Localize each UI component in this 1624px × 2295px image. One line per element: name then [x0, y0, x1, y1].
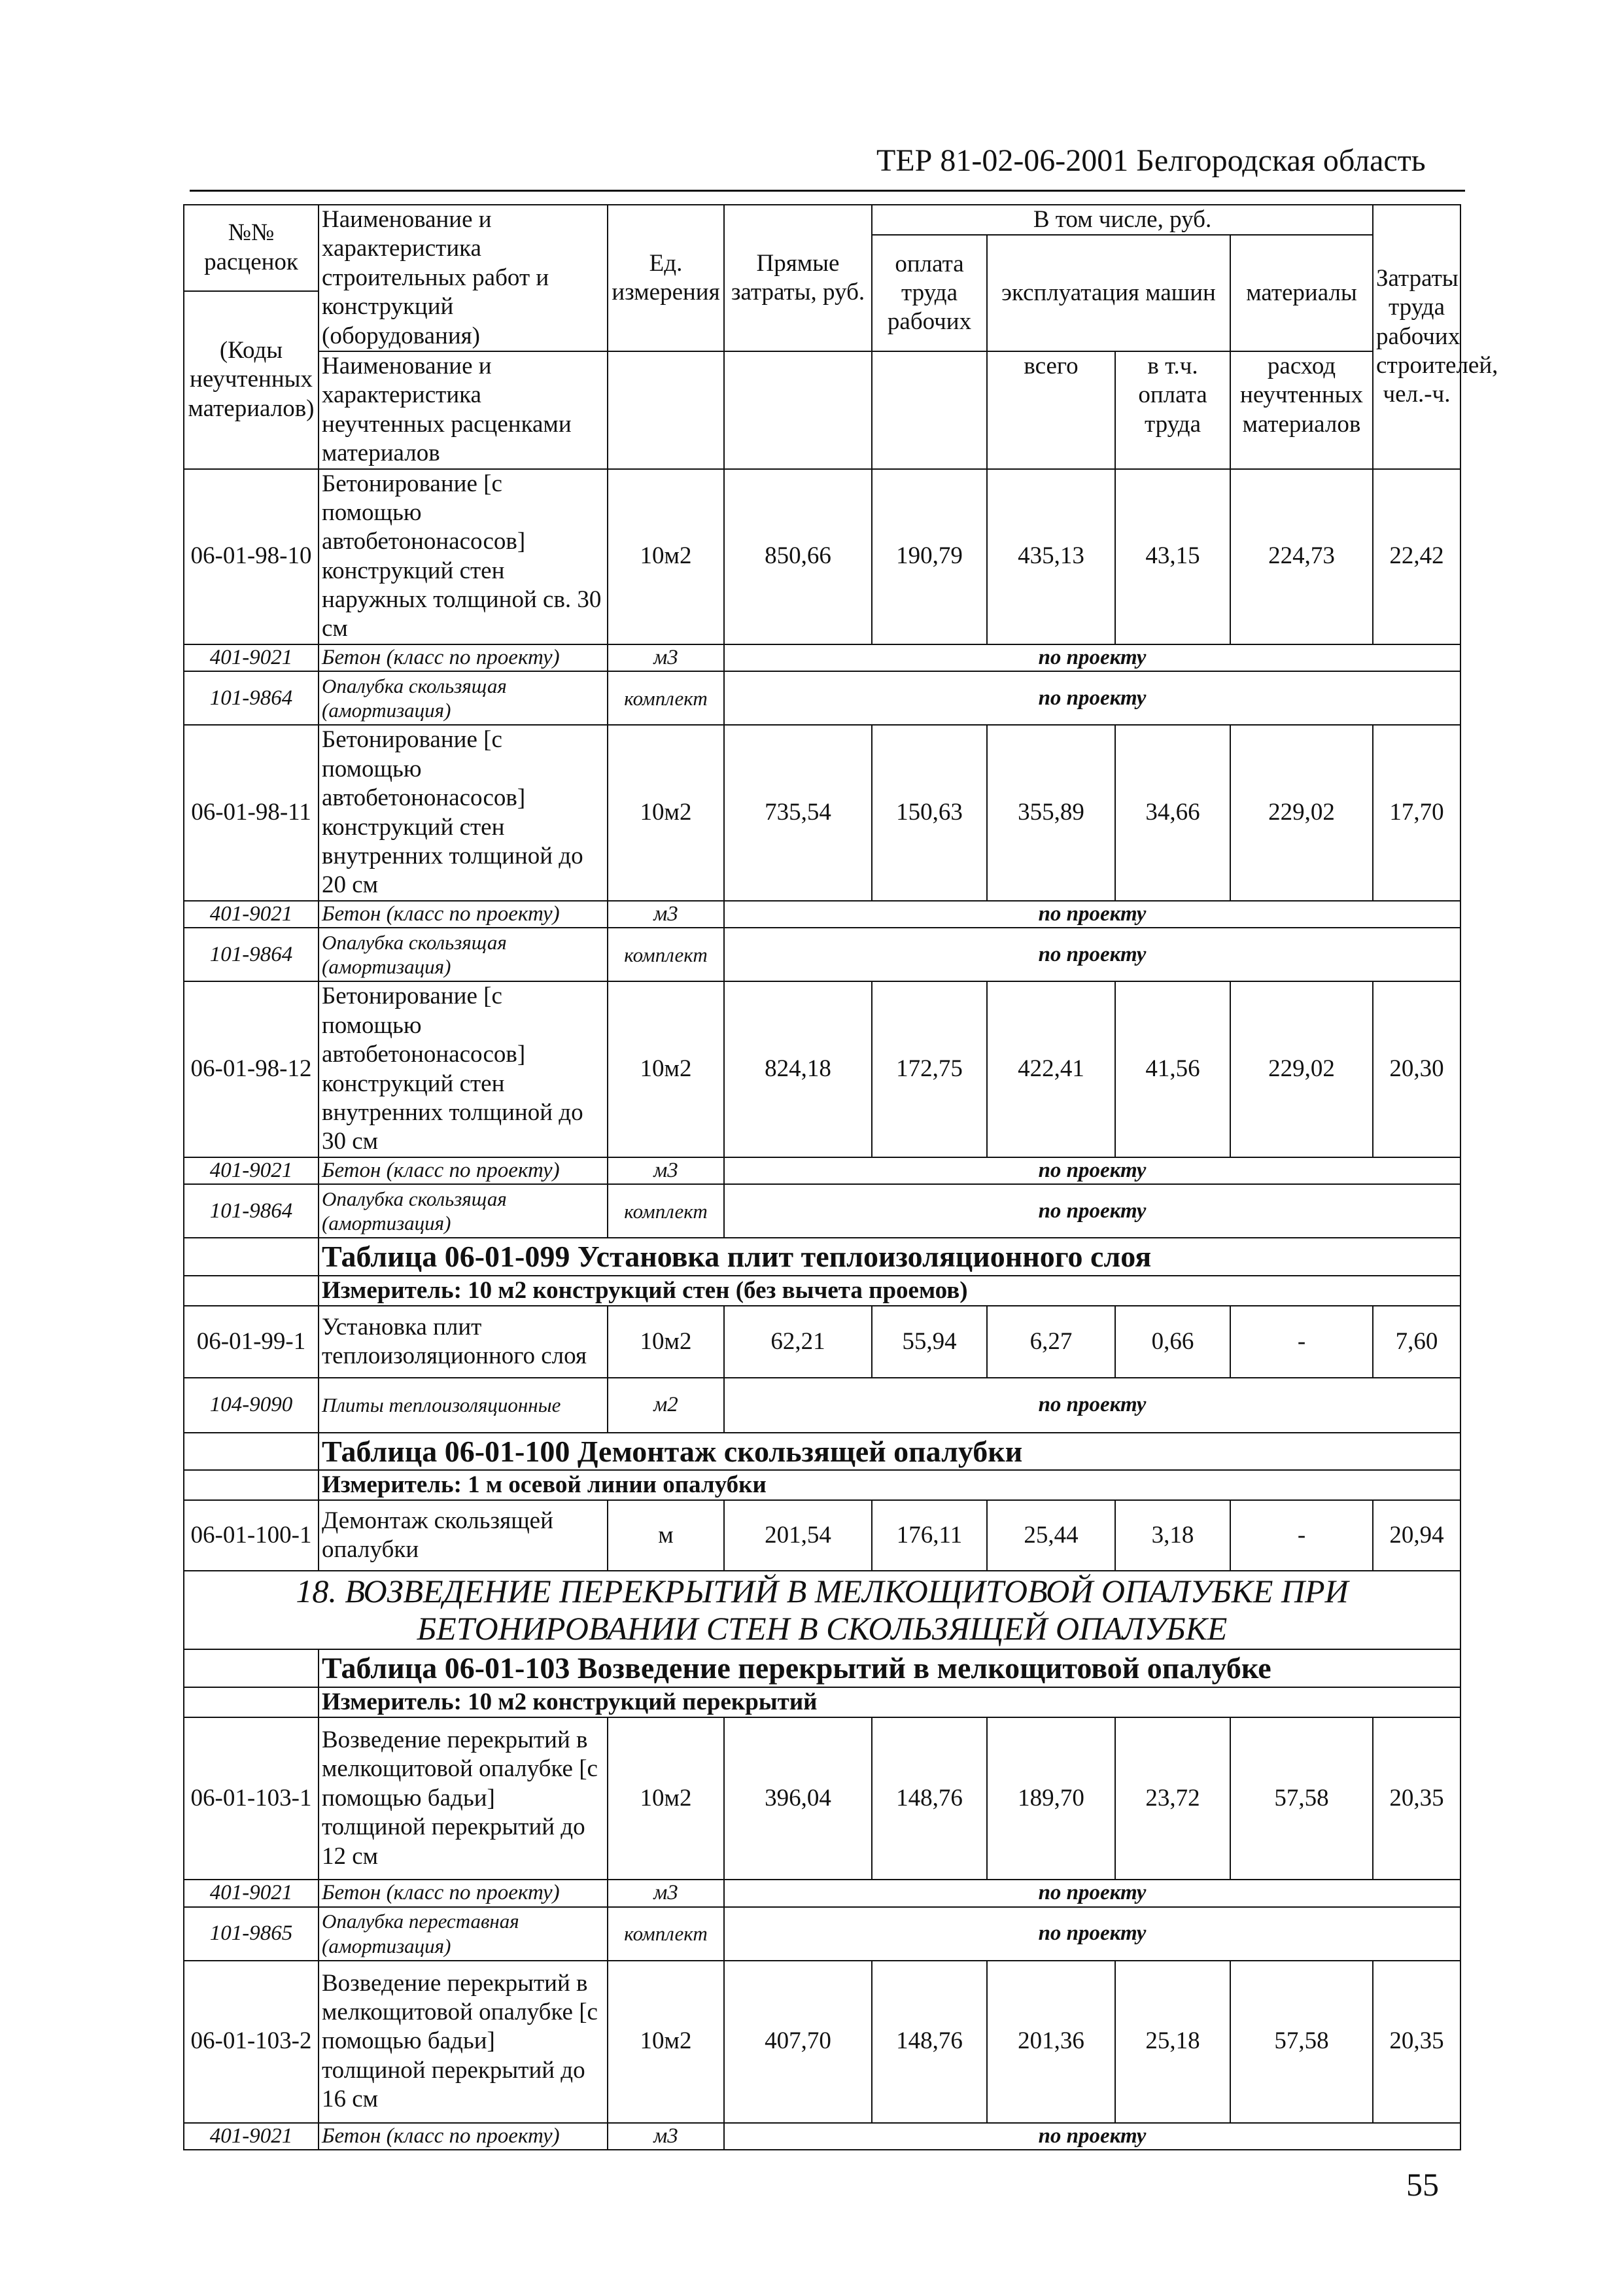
rate-name: Возведение перекрытий в мелкощитовой опалубке [с помощью бадьи] толщиной перекрытий до 12 см: [319, 1717, 608, 1880]
rate-wages: 176,11: [872, 1500, 987, 1571]
rate-materials: -: [1230, 1306, 1373, 1378]
material-note: по проекту: [724, 901, 1460, 928]
material-note: по проекту: [724, 644, 1460, 672]
rate-unit: 10м2: [608, 725, 724, 900]
table-title: Таблица 06-01-099 Установка плит теплоизоляционного слоя: [319, 1238, 1460, 1275]
meter-row: [184, 1276, 1460, 1306]
rate-mach-wages: 41,56: [1115, 981, 1230, 1157]
material-unit: м2: [608, 1378, 724, 1433]
rate-mach-wages: 0,66: [1115, 1306, 1230, 1378]
col-mach-wages-header: в т.ч. оплата труда: [1115, 351, 1230, 469]
meter-blank: [184, 1276, 319, 1306]
rate-wages: 148,76: [872, 1717, 987, 1880]
material-name: Бетон (класс по проекту): [319, 2123, 608, 2150]
rate-unit: 10м2: [608, 1717, 724, 1880]
rate-direct: 396,04: [724, 1717, 872, 1880]
col-mach-total-header: всего: [987, 351, 1115, 469]
rate-row: [184, 1717, 1460, 1880]
rate-code: 06-01-98-10: [184, 469, 319, 644]
title-blank: [184, 1238, 319, 1275]
rate-materials: 57,58: [1230, 1961, 1373, 2123]
rate-unit: 10м2: [608, 1961, 724, 2123]
col-materials-sub-header: расход неучтенных материалов: [1230, 351, 1373, 469]
rate-name: Бетонирование [с помощью автобетононасосов] конструкций стен внутренних толщиной до 20 см: [319, 725, 608, 900]
wages-header-blank: [872, 351, 987, 469]
rate-mach-total: 435,13: [987, 469, 1115, 644]
material-code: 101-9864: [184, 671, 319, 725]
material-name: Опалубка скользящая (амортизация): [319, 928, 608, 981]
material-code: 401-9021: [184, 1157, 319, 1185]
material-row: [184, 1184, 1460, 1238]
rate-labor: 7,60: [1373, 1306, 1460, 1378]
rate-code: 06-01-100-1: [184, 1500, 319, 1571]
rate-code: 06-01-98-11: [184, 725, 319, 900]
col-machines-header: эксплуатация машин: [987, 235, 1230, 351]
rate-labor: 20,35: [1373, 1961, 1460, 2123]
rate-direct: 850,66: [724, 469, 872, 644]
material-name: Бетон (класс по проекту): [319, 1880, 608, 1907]
rate-unit: 10м2: [608, 981, 724, 1157]
header-row-4: [184, 351, 1460, 432]
material-unit: комплект: [608, 1907, 724, 1961]
rate-direct: 62,21: [724, 1306, 872, 1378]
material-row: [184, 1880, 1460, 1907]
material-code: 101-9864: [184, 1184, 319, 1238]
direct-header-blank: [724, 351, 872, 469]
table-meter: Измеритель: 10 м2 конструкций перекрытий: [319, 1687, 1460, 1717]
material-name: Бетон (класс по проекту): [319, 1157, 608, 1185]
col-unit-header: Ед. измерения: [608, 205, 724, 351]
material-note: по проекту: [724, 1880, 1460, 1907]
rate-code: 06-01-103-2: [184, 1961, 319, 2123]
material-note: по проекту: [724, 2123, 1460, 2150]
rate-mach-wages: 23,72: [1115, 1717, 1230, 1880]
meter-blank: [184, 1470, 319, 1500]
material-row: [184, 2123, 1460, 2150]
col-wages-header: оплата труда рабочих: [872, 235, 987, 351]
page-number: 55: [1406, 2166, 1439, 2203]
rate-wages: 172,75: [872, 981, 987, 1157]
col-direct-header: Прямые затраты, руб.: [724, 205, 872, 351]
document-header-title: ТЕР 81-02-06-2001 Белгородская область: [876, 143, 1426, 178]
rate-row: [184, 1961, 1460, 2123]
col-name-header: Наименование и характеристика строительных работ и конструкций (оборудования): [319, 205, 608, 351]
material-name: Бетон (класс по проекту): [319, 644, 608, 672]
rate-code: 06-01-103-1: [184, 1717, 319, 1880]
header-row-1: [184, 205, 1460, 235]
material-code: 401-9021: [184, 901, 319, 928]
table-title-row: [184, 1238, 1460, 1275]
table-meter: Измеритель: 1 м осевой линии опалубки: [319, 1470, 1460, 1500]
material-code: 401-9021: [184, 1880, 319, 1907]
section-row: [184, 1571, 1460, 1649]
material-note: по проекту: [724, 1157, 1460, 1185]
rate-direct: 201,54: [724, 1500, 872, 1571]
rate-wages: 148,76: [872, 1961, 987, 2123]
material-code: 101-9865: [184, 1907, 319, 1961]
material-unit: комплект: [608, 928, 724, 981]
title-blank: [184, 1649, 319, 1687]
material-note: по проекту: [724, 928, 1460, 981]
rate-name: Установка плит теплоизоляционного слоя: [319, 1306, 608, 1378]
material-unit: комплект: [608, 671, 724, 725]
rate-name: Бетонирование [с помощью автобетононасосов] конструкций стен наружных толщиной св. 30 см: [319, 469, 608, 644]
rate-labor: 17,70: [1373, 725, 1460, 900]
material-unit: м3: [608, 644, 724, 672]
rate-mach-total: 6,27: [987, 1306, 1115, 1378]
rate-mach-wages: 25,18: [1115, 1961, 1230, 2123]
rate-row: [184, 1306, 1460, 1378]
rate-materials: 229,02: [1230, 725, 1373, 900]
col-incl-header: В том числе, руб.: [872, 205, 1373, 235]
rate-mach-total: 355,89: [987, 725, 1115, 900]
material-note: по проекту: [724, 1378, 1460, 1433]
rate-direct: 735,54: [724, 725, 872, 900]
material-name: Бетон (класс по проекту): [319, 901, 608, 928]
rate-mach-wages: 34,66: [1115, 725, 1230, 900]
rate-row: [184, 469, 1460, 644]
rate-direct: 824,18: [724, 981, 872, 1157]
material-unit: м3: [608, 901, 724, 928]
material-row: [184, 928, 1460, 981]
rate-mach-total: 189,70: [987, 1717, 1115, 1880]
rate-labor: 20,30: [1373, 981, 1460, 1157]
material-code: 401-9021: [184, 2123, 319, 2150]
rate-name: Возведение перекрытий в мелкощитовой опалубке [с помощью бадьи] толщиной перекрытий до 16 см: [319, 1961, 608, 2123]
material-note: по проекту: [724, 1184, 1460, 1238]
material-row: [184, 644, 1460, 672]
rate-labor: 20,94: [1373, 1500, 1460, 1571]
meter-row: [184, 1470, 1460, 1500]
material-row: [184, 1157, 1460, 1185]
material-name: Опалубка скользящая (амортизация): [319, 1184, 608, 1238]
material-unit: м3: [608, 1157, 724, 1185]
rate-row: [184, 1500, 1460, 1571]
material-code: 104-9090: [184, 1378, 319, 1433]
rate-code: 06-01-99-1: [184, 1306, 319, 1378]
unit-header-blank: [608, 351, 724, 469]
rate-materials: -: [1230, 1500, 1373, 1571]
col-code-sub-header: (Коды неучтенных материалов): [184, 291, 319, 469]
rate-name: Демонтаж скользящей опалубки: [319, 1500, 608, 1571]
meter-row: [184, 1687, 1460, 1717]
material-row: [184, 671, 1460, 725]
rate-labor: 22,42: [1373, 469, 1460, 644]
rate-mach-total: 201,36: [987, 1961, 1115, 2123]
material-row: [184, 901, 1460, 928]
col-labor-header: Затраты труда рабочих строителей, чел.-ч.: [1373, 205, 1460, 469]
material-name: Плиты теплоизоляционные: [319, 1378, 608, 1433]
material-row: [184, 1378, 1460, 1433]
material-unit: комплект: [608, 1184, 724, 1238]
material-unit: м3: [608, 1880, 724, 1907]
rate-row: [184, 725, 1460, 900]
material-note: по проекту: [724, 671, 1460, 725]
rate-unit: м: [608, 1500, 724, 1571]
material-code: 401-9021: [184, 644, 319, 672]
title-blank: [184, 1433, 319, 1470]
rate-direct: 407,70: [724, 1961, 872, 2123]
material-code: 101-9864: [184, 928, 319, 981]
table-title: Таблица 06-01-103 Возведение перекрытий в мелкощитовой опалубке: [319, 1649, 1460, 1687]
meter-blank: [184, 1687, 319, 1717]
rate-materials: 57,58: [1230, 1717, 1373, 1880]
material-name: Опалубка переставная (амортизация): [319, 1907, 608, 1961]
rates-table: [183, 204, 1498, 2150]
material-unit: м3: [608, 2123, 724, 2150]
rate-materials: 224,73: [1230, 469, 1373, 644]
rate-unit: 10м2: [608, 469, 724, 644]
rate-mach-wages: 43,15: [1115, 469, 1230, 644]
rate-code: 06-01-98-12: [184, 981, 319, 1157]
rate-mach-total: 25,44: [987, 1500, 1115, 1571]
rate-materials: 229,02: [1230, 981, 1373, 1157]
rate-wages: 150,63: [872, 725, 987, 900]
rate-name: Бетонирование [с помощью автобетононасосов] конструкций стен внутренних толщиной до 30 см: [319, 981, 608, 1157]
rate-wages: 190,79: [872, 469, 987, 644]
table-meter: Измеритель: 10 м2 конструкций стен (без вычета проемов): [319, 1276, 1460, 1306]
table-title-row: [184, 1649, 1460, 1687]
table-title-row: [184, 1433, 1460, 1470]
col-code-header: №№ расценок: [184, 205, 319, 291]
rate-row: [184, 981, 1460, 1157]
rate-wages: 55,94: [872, 1306, 987, 1378]
material-row: [184, 1907, 1460, 1961]
rate-mach-total: 422,41: [987, 981, 1115, 1157]
header-rule: [190, 190, 1465, 192]
col-materials-header: материалы: [1230, 235, 1373, 351]
rate-labor: 20,35: [1373, 1717, 1460, 1880]
section-heading: 18. ВОЗВЕДЕНИЕ ПЕРЕКРЫТИЙ В МЕЛКОЩИТОВОЙ ОПАЛУБКЕ ПРИ БЕТОНИРОВАНИИ СТЕН В СКОЛЬЗЯЩЕЙ ОПАЛУБКЕ: [184, 1571, 1460, 1649]
material-note: по проекту: [724, 1907, 1460, 1961]
material-name: Опалубка скользящая (амортизация): [319, 671, 608, 725]
rate-mach-wages: 3,18: [1115, 1500, 1230, 1571]
table-title: Таблица 06-01-100 Демонтаж скользящей опалубки: [319, 1433, 1460, 1470]
rate-unit: 10м2: [608, 1306, 724, 1378]
col-name-sub-header: Наименование и характеристика неучтенных расценками материалов: [319, 351, 608, 469]
